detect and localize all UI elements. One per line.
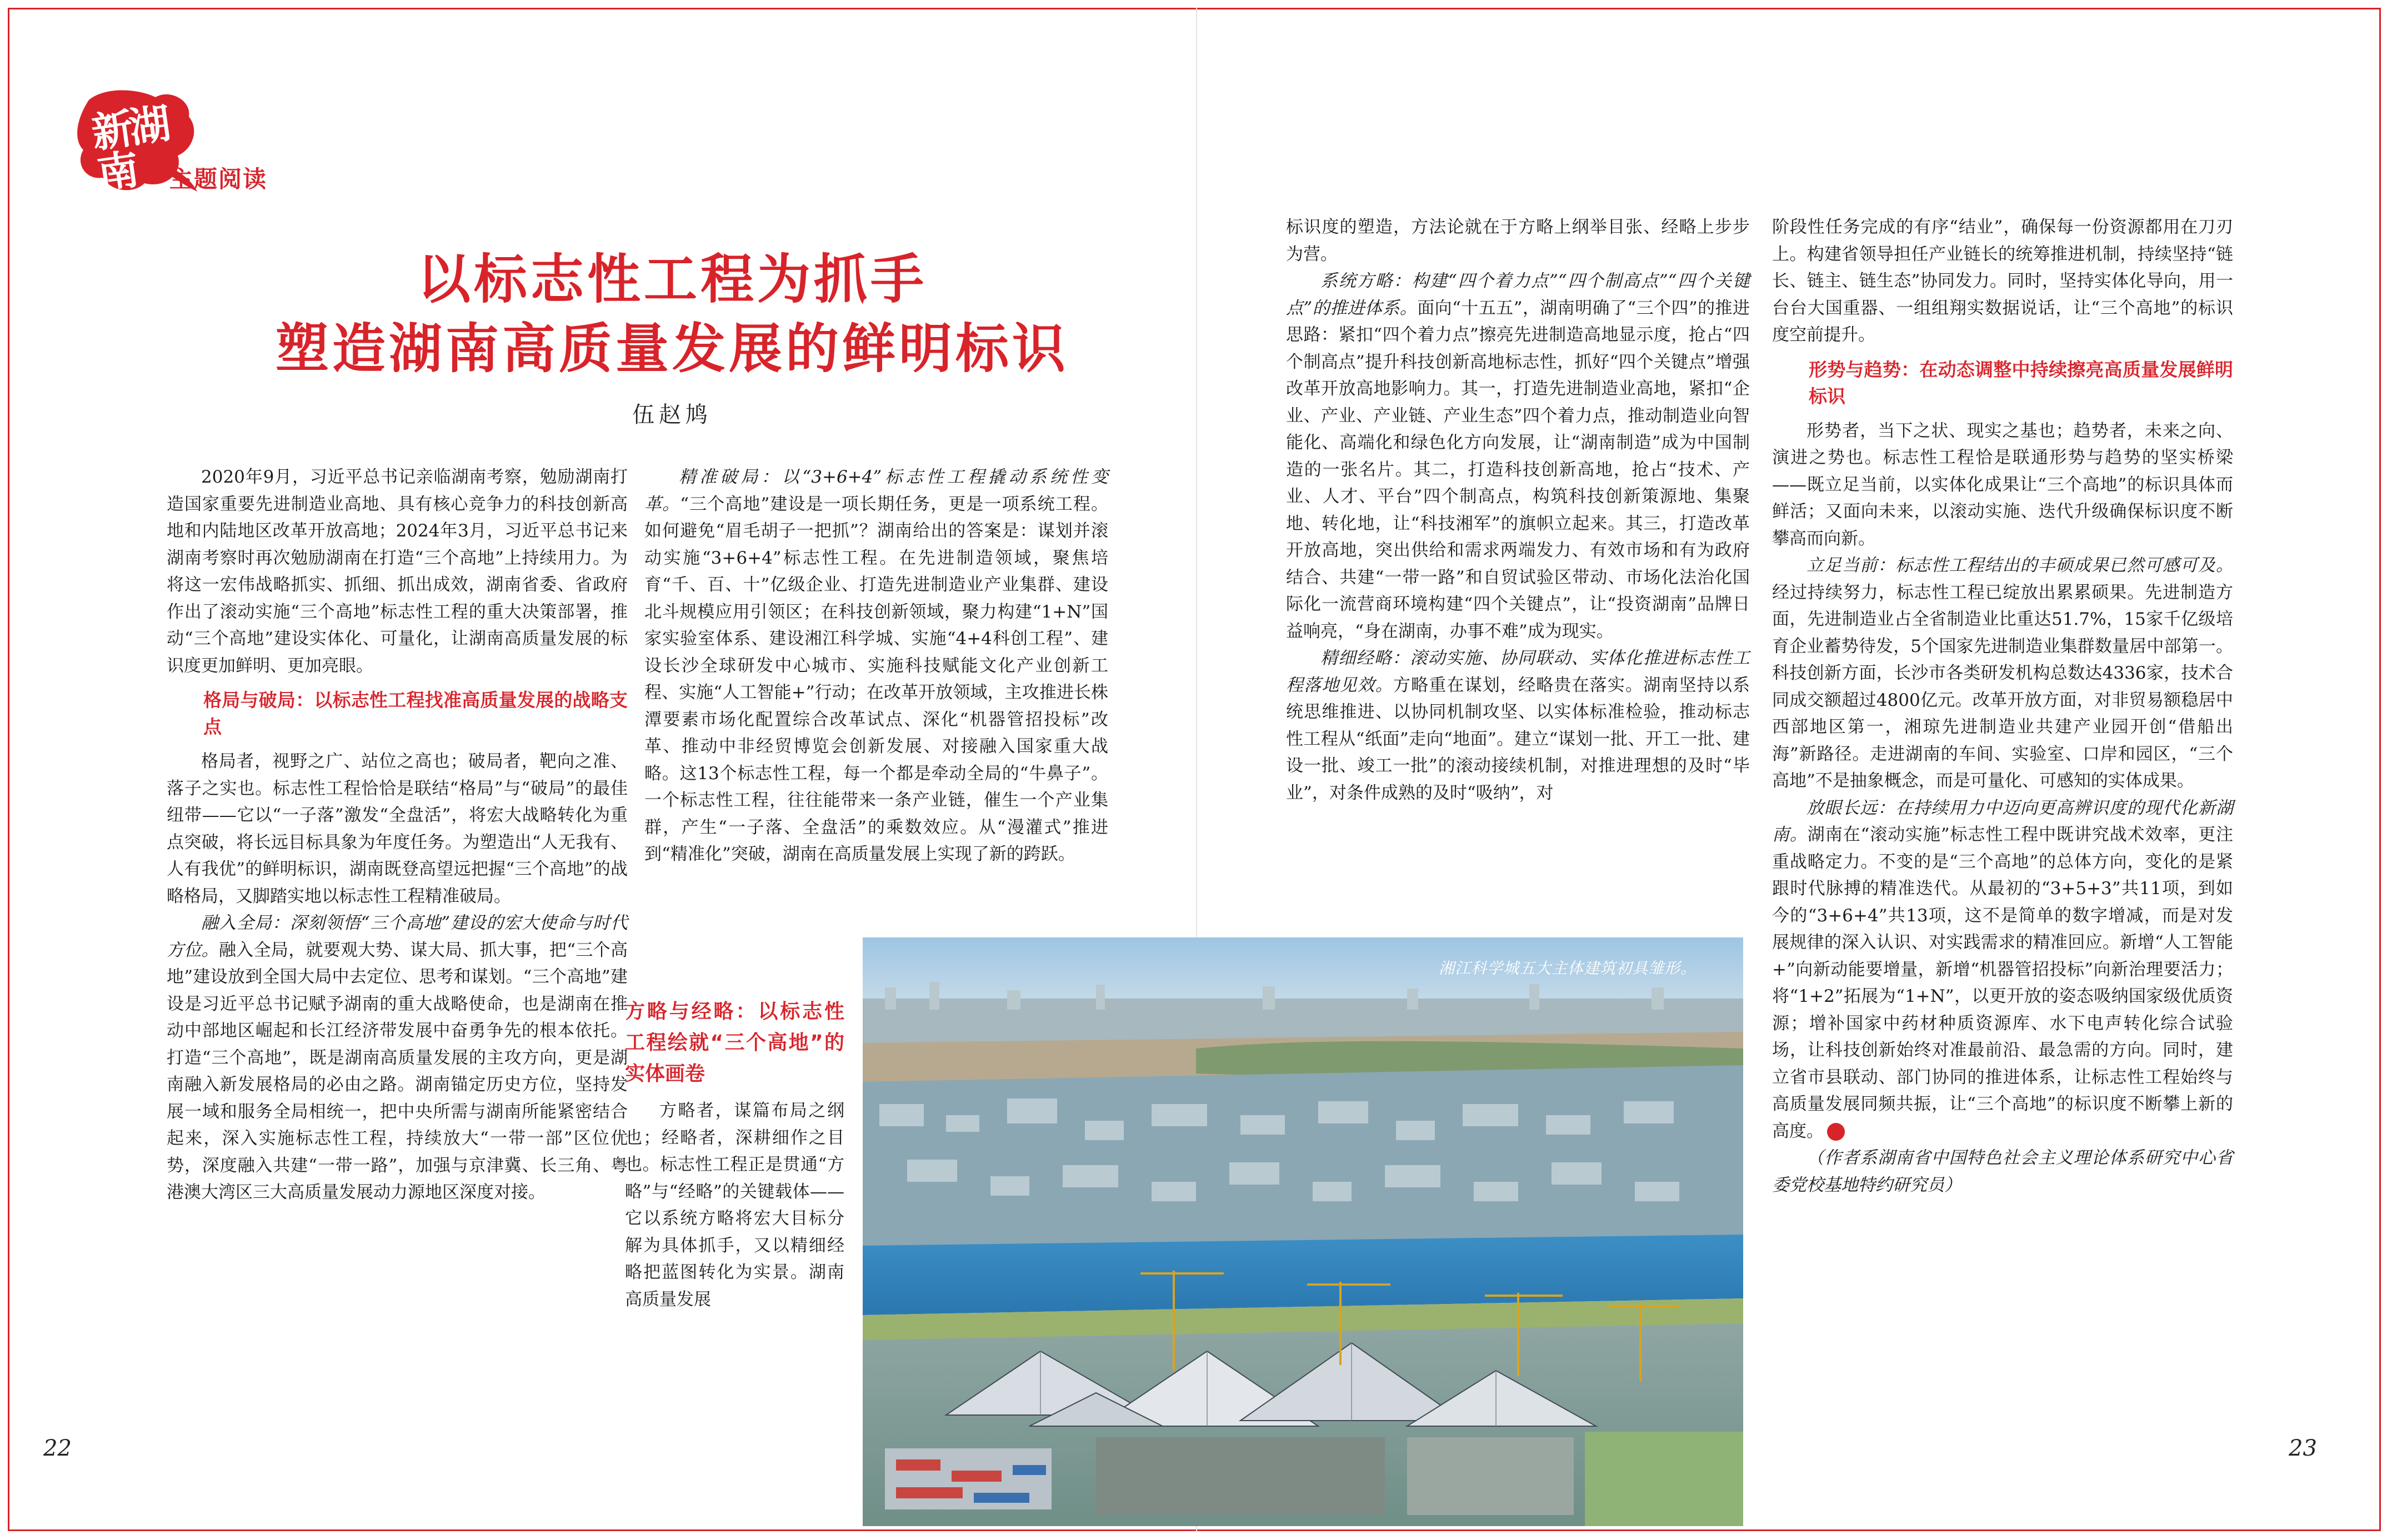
body-column-3 <box>1286 214 1750 806</box>
paragraph-body: 融入全局，就要观大势、谋大局、抓大事，把“三个高地”建设放到全国大局中去定位、思考和谋划。“三个高地”建设是习近平总书记赋予湖南的重大战略使命，也是湖南在推动中部地区崛起和长江经济带发展中奋勇争先的根本依托。打造“三个高地”，既是湖南高质量发展的主攻方向，更是湖南融入新发展格局的必由之路。湖南锚定历史方位，坚持发展一域和服务全局相统一，把中央所需与湖南所能紧密结合起来，深入实施标志性工程，持续放大“一带一部”区位优势，深度融入共建“一带一路”，加强与京津冀、长三角、粤港澳大湾区三大高质量发展动力源地区深度对接。 <box>167 940 628 1202</box>
page-number-left: 22 <box>43 1436 72 1461</box>
logo-text: 新湖南 <box>88 99 171 199</box>
body-column-1 <box>167 464 628 1206</box>
paragraph-lead: 融入全局：深刻领悟“三个高地”建设的宏大使命与时代方位。 <box>167 913 628 960</box>
section-heading: 方略与经略：以标志性工程绘就“三个高地”的实体画卷 <box>625 1000 844 1085</box>
paragraph <box>1772 795 2233 1145</box>
paragraph <box>1286 268 1750 645</box>
paragraph-lead: 立足当前：标志性工程结出的丰硕成果已然可感可及。 <box>1806 555 2233 575</box>
paragraph: 阶段性任务完成的有序“结业”，确保每一份资源都用在刀刃上。构建省领导担任产业链长的统筹推进机制，持续坚持“链长、链主、链生态”协同发力。同时，坚持实体化导向，用一台台大国重器、一组组翔实数据说话，让“三个高地”的标识度空前提升。 <box>1772 217 2233 345</box>
paragraph-body: 方略重在谋划，经略贵在落实。湖南坚持以系统思维推进、以协同机制攻坚、以实体标准检验，推动标志性工程从“纸面”走向“地面”。建立“谋划一批、开工一批、建设一批、竣工一批”的滚动接续机制，对推进理想的及时“毕业”，对条件成熟的及时“吸纳”，对 <box>1286 675 1750 803</box>
end-mark-icon: ◆ <box>1827 1123 1845 1141</box>
body-column-2-narrow <box>625 989 844 1313</box>
paragraph: 2020年9月，习近平总书记亲临湖南考察，勉励湖南打造国家重要先进制造业高地、具有核心竞争力的科技创新高地和内陆地区改革开放高地；2024年3月，习近平总书记来湖南考察时再次勉励湖南在打造“三个高地”上持续用力。为将这一宏伟战略抓实、抓细、抓出成效，湖南省委、省政府作出了滚动实施“三个高地”标志性工程的重大决策部署，推动“三个高地”建设实体化、可量化，让湖南高质量发展的标识度更加鲜明、更加亮眼。 <box>167 467 628 676</box>
paragraph: 形势者，当下之状、现实之基也；趋势者，未来之向、演进之势也。标志性工程恰是联通形势与趋势的坚实桥梁——既立足当前，以实体化成果让“三个高地”的标识具体而鲜活；又面向未来，以滚动实施、迭代升级确保标识度不断攀高而向新。 <box>1772 420 2233 549</box>
page-number-right: 23 <box>2289 1436 2317 1461</box>
paragraph-lead: 系统方略：构建“四个着力点”“四个制高点”“四个关键点”的推进体系。 <box>1286 271 1750 318</box>
article-title-line2: 塑造湖南高质量发展的鲜明标识 <box>276 318 1069 380</box>
paragraph-lead: 放眼长远：在持续用力中迈向更高辨识度的现代化新湖南。 <box>1772 797 2233 845</box>
section-tag: 主题阅读 <box>169 165 268 193</box>
article-author: 伍赵鸠 <box>632 402 712 428</box>
article-title-line1: 以标志性工程为抓手 <box>417 248 927 310</box>
paragraph-body: “三个高地”建设是一项长期任务，更是一项系统工程。如何避免“眉毛胡子一把抓”？湖南给出的答案是：谋划并滚动实施“3+6+4”标志性工程。在先进制造领域，聚焦培育“千、百、十”亿级企业、打造先进制造业产业集群、建设北斗规模应用引领区；在科技创新领域，聚力构建“1+N”国家实验室体系、建设湘江科学城、实施“4+4科创工程”、建设长沙全球研发中心城市、实施科技赋能文化产业创新工程、实施“人工智能+”行动；在改革开放领域，主攻推进长株潭要素市场化配置综合改革试点、深化“机器管招投标”改革、推动中非经贸博览会创新发展、对接融入国家重大战略。这13个标志性工程，每一个都是牵动全局的“牛鼻子”。一个标志性工程，往往能带来一条产业链，催生一个产业集群，产生“一子落、全盘活”的乘数效应。从“漫灌式”推进到“精准化”突破，湖南在高质量发展上实现了新的跨跃。 <box>644 494 1109 864</box>
paragraph: 标识度的塑造，方法论就在于方略上纲举目张、经略上步步为营。 <box>1286 217 1750 264</box>
section-heading: 格局与破局：以标志性工程找准高质量发展的战略支点 <box>203 689 628 738</box>
paragraph-lead: 精准破局：以“3+6+4”标志性工程撬动系统性变革。 <box>644 467 1108 514</box>
body-column-4 <box>1772 214 2233 1198</box>
paragraph-body: 面向“十五五”，湖南明确了“三个四”的推进思路：紧扣“四个着力点”擦亮先进制造高地显示度，抢占“四个制高点”提升科技创新高地标志性，抓好“四个关键点”增强改革开放高地影响力。其一，打造先进制造业高地，紧扣“企业、产业、产业链、产业生态”四个着力点，推动制造业向智能化、高端化和绿色化方向发展，让“湖南制造”成为中国制造的一张名片。其二，打造科技创新高地，抢占“技术、产业、人才、平台”四个制高点，构筑科技创新策源地、集聚地、转化地，让“科技湘军”的旗帜立起来。其三，打造改革开放高地，突出供给和需求两端发力、有效市场和有为政府结合、共建“一带一路”和自贸试验区带动、市场化法治化国际化一流营商环境构建“四个关键点”，让“投资湖南”品牌日益响亮，“身在湖南，办事不难”成为现实。 <box>1286 298 1750 641</box>
paragraph-body: 湖南在“滚动实施”标志性工程中既讲究战术效率，更注重战略定力。不变的是“三个高地”的总体方向，变化的是紧跟时代脉搏的精准迭代。从最初的“3+5+3”共11项，到如今的“3+6+4”共13项，这不是简单的数字增减，而是对发展规律的深入认识、对实践需求的精准回应。新增“人工智能+”向新动能要增量，新增“机器管招投标”向新治理要活力；将“1+2”拓展为“1+N”，以更开放的姿态吸纳国家级优质资源；增补国家中药材种质资源库、水下电声转化综合试验场，让科技创新始终对准最前沿、最急需的方向。同时，建立省市县联动、部门协同的推进体系，让标志性工程始终与高质量发展同频共振，让“三个高地”的标识度不断攀上新的高度。 <box>1772 825 2233 1141</box>
body-column-2 <box>644 464 1108 868</box>
aerial-photo-illustration <box>863 937 1743 1526</box>
paragraph: 格局者，视野之广、站位之高也；破局者，靶向之准、落子之实也。标志性工程恰恰是联结“格局”与“破局”的最佳纽带——它以“一子落”激发“全盘活”，将宏大战略转化为重点突破，将长远目标具象为年度任务。为塑造出“人无我有、人有我优”的鲜明标识，湖南既登高望远把握“三个高地”的战略格局，又脚踏实地以标志性工程精准破局。 <box>167 751 628 906</box>
photo-caption: 湘江科学城五大主体建筑初具雏形。 <box>1439 959 1697 977</box>
section-heading: 形势与趋势：在动态调整中持续擦亮高质量发展鲜明标识 <box>1809 358 2233 407</box>
paragraph: 方略者，谋篇布局之纲也；经略者，深耕细作之目也。标志性工程正是贯通“方略”与“经略”的关键载体——它以系统方略将宏大目标分解为具体抓手，又以精细经略把蓝图转化为实景。湖南高质量发展 <box>625 1101 844 1310</box>
paragraph <box>1772 552 2233 795</box>
paragraph <box>644 464 1108 868</box>
paragraph <box>1286 645 1750 806</box>
article-photo <box>863 937 1743 1526</box>
paragraph <box>167 910 628 1206</box>
paragraph-body: 经过持续努力，标志性工程已绽放出累累硕果。先进制造方面，先进制造业占全省制造业比重达51.7%，15家千亿级培育企业蓄势待发，5个国家先进制造业集群数量居中部第一。科技创新方面，长沙市各类研发机构总数达4336家，技术合同成交额超过4800亿元。改革开放方面，对非贸易额稳居中西部地区第一，湘琼先进制造业共建产业园开创“借船出海”新路径。走进湖南的车间、实验室、口岸和园区，“三个高地”不是抽象概念，而是可量化、可感知的实体成果。 <box>1772 582 2233 791</box>
paragraph-lead: 精细经略：滚动实施、协同联动、实体化推进标志性工程落地见效。 <box>1286 648 1750 695</box>
author-note: （作者系湖南省中国特色社会主义理论体系研究中心省委党校基地特约研究员） <box>1772 1148 2233 1195</box>
